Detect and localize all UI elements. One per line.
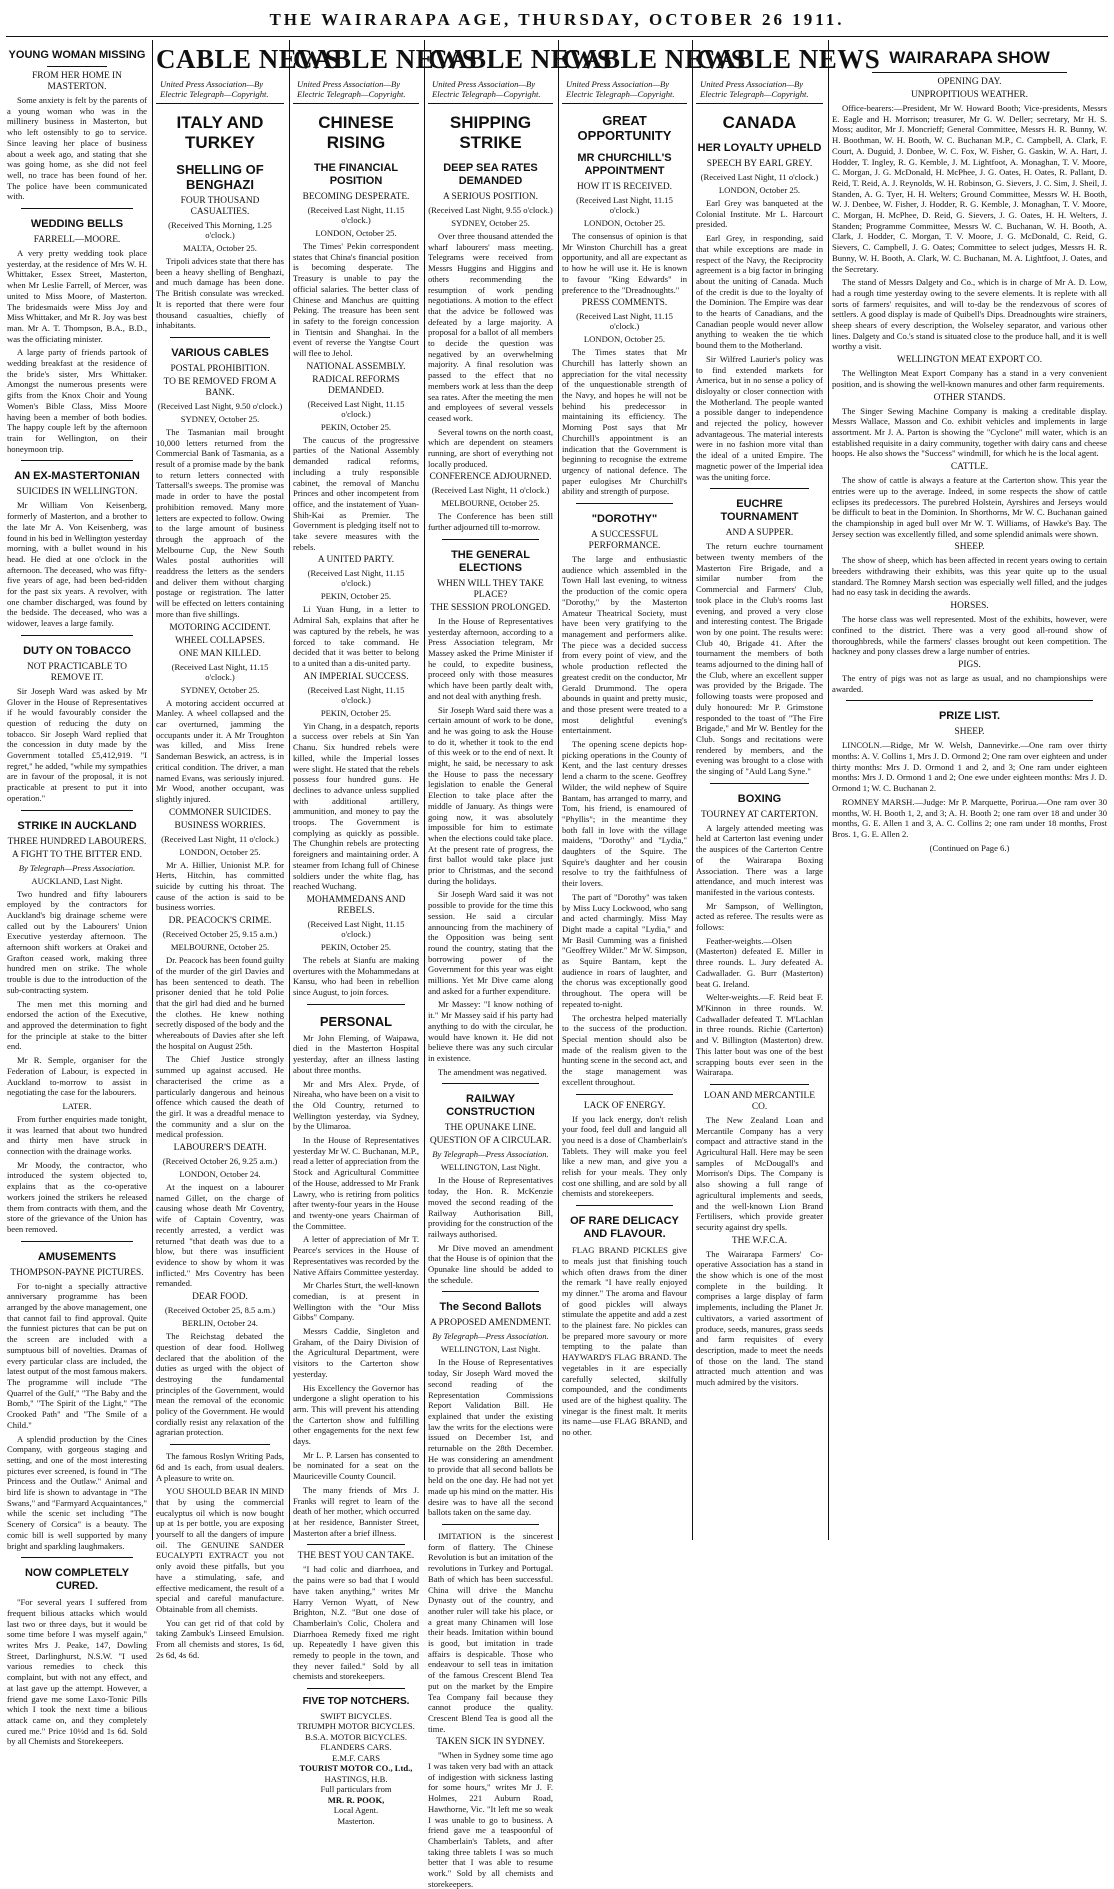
advertisement-paragraph: You can get rid of that cold by taking Zambuk's Linseed Emulsion. From all chemists and stores, 1s 6d, 2s 6d, 4s 6d. bbox=[156, 1617, 284, 1660]
received-time: (Received Last Night, 11.15 o'clock.) bbox=[307, 398, 405, 419]
headline-deep-sea-rates: DEEP SEA RATES DEMANDED bbox=[443, 162, 538, 187]
headline-boxing: BOXING bbox=[737, 792, 782, 805]
advertisement-line: E.M.F. CARS bbox=[331, 1752, 381, 1763]
subheading: LACK OF ENERGY. bbox=[583, 1100, 666, 1111]
dateline: WELLINGTON, Last Night. bbox=[440, 1162, 541, 1173]
subheading: UNPROPITIOUS WEATHER. bbox=[910, 90, 1029, 100]
article-paragraph: The Chief Justice strongly summed up against accused. He characterised the crime as a particularly dangerous and heinous offence which caused the death of the girl. It was a dreadful menace to the community and a slur on the medical profession. bbox=[156, 1054, 284, 1140]
divider bbox=[21, 810, 133, 811]
headline-now-completely-cured: NOW COMPLETELY CURED. bbox=[24, 1567, 130, 1593]
article-paragraph: Feather-weights.—Olsen (Masterton) defeated E. Miller in three rounds. L. Jury defeated A. Cadwallader. G. Burr (Masterton) beat G. Ireland. bbox=[696, 935, 823, 989]
advertisement-paragraph: "I had colic and diarrhoea, and the pains were so bad that I would have taken anything," writes Mr Harry Vernon Wyatt, of New Brighton, N.Z. "But one dose of Chamberlain's Colic, Cholera and Diarrhoea Remedy fixed me right up. Repeatedly I have given this remedy to people in the town, and they never failed." Sold by all chemists and storekeepers. bbox=[293, 1564, 419, 1682]
subheading: THE W.F.C.A. bbox=[731, 1235, 788, 1246]
dateline: LONDON, October 25. bbox=[179, 846, 261, 857]
subheading: PIGS. bbox=[958, 659, 981, 670]
continued-note: (Continued on Page 6.) bbox=[929, 842, 1010, 853]
article-paragraph: The Times states that Mr Churchill has latterly shown an appreciation for the vital necessity of the unquestionable strength of the Navy, and hopes he will not be behind his predecessor in maintaining its efficiency. The Morning Post says that Mr Churchill's appointment is an indication that the Government is beginning to recognise the extreme urgency of national defence. The paper eulogises Mr Churchill's ability and strength of purpose. bbox=[562, 347, 687, 497]
subheading: OPENING DAY. bbox=[937, 77, 1002, 87]
article-paragraph: Mr Moody, the contractor, who introduced the system objected to, explains that as the co-operative workers joined the strikers he released them from contracts with them, and the store of the grievance of the Union has been removed. bbox=[7, 1159, 147, 1234]
advertisement-line: Masterton. bbox=[337, 1815, 375, 1826]
subheading: COMMONER SUICIDES. bbox=[168, 807, 272, 818]
headline-shipping-strike: SHIPPING STRIKE bbox=[449, 113, 532, 152]
subheading: BECOMING DESPERATE. bbox=[302, 192, 410, 202]
article-paragraph: The New Zealand Loan and Mercantile Company has a very compact and attractive stand in the Agricultural Hall. Here may be seen samples of McDougall's and Morrison's Dips. The Company is also showing a full range of agricultural implements and seeds, and the well-known Lion Brand Fertilisers, which provide greater security against dry spells. bbox=[696, 1114, 823, 1232]
subheading: WELLINGTON MEAT EXPORT CO. bbox=[896, 355, 1043, 366]
article-paragraph: The large and enthusiastic audience which assembled in the Town Hall last evening, to witness the production of the comic opera "Dorothy," by the Masterton Amateur Theatrical Society, must have been very gratifying to the management and performers alike. The piece was a decided success from every point of view, and the whole production reflected the greatest credit on the conductor, Mr Gerald Drummond. The opera abounds in quaint and pretty music, and those present were treated to a most delightful evening's entertainment. bbox=[562, 554, 687, 736]
dateline: WELLINGTON, Last Night. bbox=[440, 1344, 541, 1355]
article-paragraph: Sir Joseph Ward said there was a certain amount of work to be done, and he was going to ask the House to do it, whether it took to the end of this week or to the end of next. It might, he said, be necessary to ask the House to pass the necessary legislation to enable the General Election to take place after the middle of January. As things were going now, it was absolutely impossible for him to estimate when the elections could take place. At the present rate of progress, the first ballot would take place just prior to Christmas, and the second during the holidays. bbox=[428, 704, 553, 886]
article-paragraph: The Reichstag debated the question of dear food. Hollweg declared that the abolition of the duties as urged with the object of destroying the fundamental principles of the Government, would mean the removal of the economic policy of the Government. He would cordially resist any relaxation of the agrarian protection. bbox=[156, 1331, 284, 1438]
masthead-title: THE WAIRARAPA AGE, THURSDAY, OCTOBER 26 1911. bbox=[269, 10, 845, 29]
received-time: (Received Last Night, 11 o'clock.) bbox=[161, 833, 279, 844]
cable-news-banner: CABLE NEWS bbox=[696, 44, 881, 74]
cable-credit: United Press Association—By Electric Telegraph—Copyright. bbox=[293, 77, 419, 104]
subheading: DEAR FOOD. bbox=[192, 1292, 248, 1303]
subheading: THE OPUNAKE LINE. bbox=[444, 1123, 537, 1134]
subheading: A UNITED PARTY. bbox=[317, 555, 395, 566]
advertisement-paragraph: "For several years I suffered from frequent bilious attacks which would last two or three days, but it would be some time before I was myself again," writes Mrs J. Peake, 147, Dowling Street, Darlinghurst, N.S.W. "I used various remedies to check this complaint, but with not any effect, and at last gave up the attempt. However, a friend gave me some Laxo-Tonic Pills which I took the next time a bilious attack came on, and they completely cured me." Price 10½d and 1s 6d. Sold by all Chemists and Storekeepers. bbox=[7, 1597, 147, 1747]
article-paragraph: Office-bearers:—President, Mr W. Howard Booth; Vice-presidents, Messrs E. Eagle and H. Morrison; treasurer, Mr G. W. Deller; secretary, Mr H. S. Moss; auditor, Mr J. Moncrieff; General Committee, Messrs H. R. Bunny, W. H. Boothman, W. H. Booth, W. C. Buchanan M.P., C. Campbell, A. Clark, F. Court, A. Duguid, J. Donbee, W. C. Fox, W. Fisher, G. Gaskin, W. A. Hart, J. Hodder, T. Ingley, R. G. Kemble, J. M. Lightfoot, A. Monaghan, T. V. Moore, C. Morgan, J. G. McDonald, H. McPhee, J. G. Oates, H. Oates, R. Pallant, D. Reid, T. Reid, A. J. Reynolds, W. H. Robinson, G. Sievers, J. C. Sim, J. Sheil, J. Standen, A. G. Tyer, H. H. Welters; Ground Committee, Messrs W. H. Booth, W. J. Denbee, W. Fisher, J. Hodder, R. G. Kemble, J. Monaghan, T. V. Moore, C. Morgan, H. McPhee, D. Reid, G. Sievers, J. G. Oates, H. H. Welters, J. Standen; Programme Committee, Messrs W. C. Buchanan, W. H. Booth, A. Clark, J. Hodder, C. Morgan, T. V. Moore, J. G. McDonald, C. Reid, G. Sievers, C. Campbell, J. G. Oates; Committee to select judges, Messrs H. R. Bunny, W. H. Booth, A. Clark, W. C. Buchanan, M. A. Lightfoot, J. Oates, and the Secretary. bbox=[832, 103, 1107, 274]
headline-rare-delicacy: OF RARE DELICACY AND FLAVOUR. bbox=[570, 1215, 679, 1241]
article-paragraph: The amendment was negatived. bbox=[438, 1066, 547, 1077]
advertisement-line: TOURIST MOTOR CO., Ltd., bbox=[299, 1763, 413, 1774]
advertisement-paragraph: FLAG BRAND PICKLES give to meals just that finishing touch which often draws from the diner the remark "I have really enjoyed my dinner." The aroma and flavour of good pickles will always stimulate the appetite and add a zest to the plainest fare. No pickles can be prepared more savoury or more tempting to the palate than HAYWARD'S FLAG BRAND. The vegetables in it are especially carefully selected, skilfully compounded, and the condiments used are of the highest quality. The vinegar is the finest malt. It merits its name—use FLAG BRAND, and no other. bbox=[562, 1245, 687, 1438]
wire-credit: By Telegraph—Press Association. bbox=[432, 1149, 549, 1160]
dateline: MALTA, October 25. bbox=[183, 243, 257, 253]
article-paragraph: Yin Chang, in a despatch, reports a success over rebels at Sin Yan Chanu. Six hundred rebels were killed, while the Imperial losses were slight. He stated that the rebels possess four hundred guns. He declines to advance unless supplied with additional artillery, ammunition, and money to pay the troops. The Government is complying as quickly as possible. The Chunghin rebels are protecting foreigners and maintaining order. A steamer from Ichang full of Chinese soldiers under the white flag, has reached Wuchang. bbox=[293, 720, 419, 892]
cable-credit: United Press Association—By Electric Telegraph—Copyright. bbox=[428, 77, 553, 104]
masthead bbox=[0, 0, 1114, 34]
article-paragraph: LINCOLN.—Ridge, Mr W. Welsh, Dannevirke.—One ram over thirty months: A. V. Collins 1, Mrs J. D. Ormond 2; One ram over eighteen and under thirty months: Mrs J. D. Ormond 1 and 2, and 3; One ram under eighteen months: Mrs J. D. Ormond 1 and 2; One ewe under eighteen months: Mrs J. D. Ormond 1; W. C. Buchanan 2. bbox=[832, 740, 1107, 794]
divider bbox=[21, 1241, 133, 1242]
dateline: SYDNEY, October 25. bbox=[451, 218, 530, 228]
article-paragraph: Mr R. Semple, organiser for the Federation of Labour, is expected in Auckland to-morrow to assist in negotiating the case for the labourers. bbox=[7, 1055, 147, 1098]
divider bbox=[442, 1291, 539, 1292]
headline-general-elections: THE GENERAL ELECTIONS bbox=[451, 548, 530, 574]
column-1 bbox=[4, 40, 150, 1747]
column-6 bbox=[692, 40, 881, 1540]
subheading: SUICIDES IN WELLINGTON. bbox=[16, 487, 138, 498]
subheading: BUSINESS WORRIES. bbox=[174, 820, 266, 831]
article-paragraph: The part of "Dorothy" was taken by Miss Lucy Lockwood, who sang and acted charmingly. Miss May Dight made a capital "Lydia," and Mr Basil Cumming was a finished "Geoffrey Wilder." Mr W. Simpson, as Squire Bantam, kept the audience in roars of laughter, and the chorus was exceptionally good throughout. The opera will be repeated to-night. bbox=[562, 891, 687, 1009]
dateline: AUCKLAND, Last Night. bbox=[31, 875, 123, 886]
received-time: (Received Last Night, 11.15 o'clock.) bbox=[576, 195, 673, 215]
received-time: (Received This Morning, 1.25 o'clock.) bbox=[168, 220, 272, 240]
dateline: LONDON, October 24. bbox=[179, 1169, 261, 1180]
cable-credit: United Press Association—By Electric Telegraph—Copyright. bbox=[562, 77, 687, 104]
dateline: LONDON, October 25. bbox=[718, 185, 801, 195]
cable-credit: United Press Association—By Electric Telegraph—Copyright. bbox=[156, 77, 284, 104]
subheading: HOW IT IS RECEIVED. bbox=[577, 182, 672, 192]
article-paragraph: The many friends of Mrs J. Franks will regret to learn of the death of her mother, which occurred at her residence, Bannister Street, Masterton after a brief illness. bbox=[293, 1484, 419, 1538]
advertisement-paragraph: IMITATION is the sincerest form of flattery. The Chinese Revolution is but an imitation of the revolutions in Turkey and Portugal. Bath of which has been successful. China will drive the Manchu Dynasty out of the country, and another ruler will take his place, or a great many Chinamen will lose their heads. Imitation within bound is good, but imitation in trade affairs is despicable. Those who endeavour to sell teas in imitation of the famous Crescent Blend Tea put on the market by the Empire Tea Company fail because they cannot produce the quality. Crescent Blend Tea is good all the time. bbox=[428, 1530, 553, 1734]
article-paragraph: Li Yuan Hung, in a letter to Admiral Sah, explains that after he was captured by the rebels, he was forced to take command. He decided that it was better to belong to a united than a dis-united party. bbox=[293, 604, 419, 668]
headline-amusements: AMUSEMENTS bbox=[37, 1250, 117, 1263]
subheading: PRESS COMMENTS. bbox=[581, 298, 668, 309]
article-paragraph: The orchestra helped materially to the success of the production. Special mention should also be made of the realism given to the hunting scene in the second act, and the stage management was excellent throughout. bbox=[562, 1012, 687, 1087]
advertisement-line: TRIUMPH MOTOR BICYCLES. bbox=[297, 1721, 415, 1732]
headline-loyalty-upheld: HER LOYALTY UPHELD bbox=[697, 142, 822, 154]
dateline: PEKIN, October 25. bbox=[320, 591, 392, 602]
headline-young-woman-missing: YOUNG WOMAN MISSING bbox=[8, 49, 146, 61]
divider bbox=[47, 66, 107, 67]
dateline: LATER. bbox=[62, 1100, 92, 1111]
received-time: (Received Last Night, 11 o'clock.) bbox=[700, 172, 819, 182]
headline-dorothy: "DOROTHY" bbox=[591, 513, 658, 526]
article-paragraph: The men met this morning and endorsed the action of the Executive, and approved the determination to fight for the principle at stake to the bitter end. bbox=[7, 998, 147, 1052]
article-paragraph: Earl Grey, in responding, said that while exceptions are made in respect of the Navy, the Reciprocity agreement is a big factor in bringing about the uniting of Canada. Much of the credit is due to the loyalty of the Dominion. The Empire was dear to the hearts of Canadians, and the Canadian people would never allow anything to weaken the tie which bound them to the Motherland. bbox=[696, 233, 823, 351]
received-time: (Received Last Night, 11.15 o'clock.) bbox=[576, 311, 673, 332]
article-paragraph: The rebels at Sianfu are making overtures with the Mohammedans at Kansu, who had been in rebellion since August, to join forces. bbox=[293, 954, 419, 998]
subheading: A SERIOUS POSITION. bbox=[442, 192, 539, 202]
dateline: LONDON, October 25. bbox=[583, 334, 666, 345]
headline-financial-position: THE FINANCIAL POSITION bbox=[313, 162, 399, 187]
subheading: WHEEL COLLAPSES. bbox=[175, 635, 265, 646]
article-paragraph: His Excellency the Governor has undergone a slight operation to his arm. This will prevent his attending the Carterton show and fulfilling other engagements for the next few days. bbox=[293, 1382, 419, 1447]
column-4 bbox=[424, 40, 613, 1889]
subheading: QUESTION OF A CIRCULAR. bbox=[429, 1136, 552, 1147]
dateline: LONDON, October 25. bbox=[583, 218, 666, 228]
divider bbox=[442, 539, 539, 540]
article-paragraph: Mr A. Hillier, Unionist M.P. for Herts, Hitchin, has committed suicide by cutting his throat. The cause of the action is said to be business worries. bbox=[156, 859, 284, 913]
headline-shelling-of-benghazi: SHELLING OF BENGHAZI bbox=[176, 162, 264, 192]
received-time: (Received Last Night, 11 o'clock.) bbox=[431, 485, 550, 496]
cable-news-banner: CABLE NEWS bbox=[293, 44, 478, 74]
received-time: (Received Last Night, 11.15 o'clock.) bbox=[307, 684, 405, 705]
article-paragraph: The opening scene depicts hop-picking operations in the County of Kent, and the last century dresses lend a charm to the scene. Geoffrey Wilder, the wild nephew of Squire Bantam, has arranged to marry, and Tom, his friend, is enamoured of "Phyllis"; in the meantime they both fall in love with the village maidens, "Dorothy" and "Lydia," daughters of the Squire. The Squire's daughter and her cousin resolve to try the faithfulness of their lovers. bbox=[562, 739, 687, 889]
received-time: (Received Last Night, 11.15 o'clock.) bbox=[307, 568, 405, 589]
subheading: THREE HUNDRED LABOURERS. bbox=[7, 836, 147, 847]
divider bbox=[307, 1544, 405, 1545]
article-paragraph: Messrs Caddie, Singleton and Graham, of the Dairy Division of the Agricultural Department, were visitors to the Carterton show yesterday. bbox=[293, 1326, 419, 1379]
divider bbox=[710, 1084, 809, 1085]
advertisement-line: B.S.A. MOTOR BICYCLES. bbox=[304, 1731, 408, 1742]
column-2 bbox=[152, 40, 341, 1660]
divider bbox=[846, 700, 1093, 701]
masthead-rule bbox=[6, 36, 1108, 37]
divider bbox=[442, 1524, 539, 1525]
advertisement-paragraph: The famous Roslyn Writing Pads, 6d and 1s each, from usual dealers. A pleasure to write on. bbox=[156, 1451, 284, 1483]
subheading: TO BE REMOVED FROM A BANK. bbox=[163, 376, 277, 398]
article-paragraph: Mr Sampson, of Wellington, acted as referee. The results were as follows: bbox=[696, 900, 823, 933]
divider bbox=[307, 1688, 405, 1689]
article-paragraph: Mr William Von Keisenberg, formerly of Masterton, and a brother to the late Mr A. Von Keisenberg, was found in his bed in Wellington yesterday morning, with a bullet wound in his head. He died at one o'clock in the afternoon. The deceased, who was fifty-five years of age, had been bed-ridden for the past six years. A revolver, with one chamber discharged, was found by the bedside. The deceased, who was a widower, leaves a large family. bbox=[7, 500, 147, 629]
article-paragraph: In the House of Representatives today, Sir Joseph Ward moved the second reading of the Representation Commissions Report Validation Bill. He explained that under the existing law the writs for the elections were issued on December 1st, and returnable on the 28th December. He was considering an amendment to provide that all second ballots be held on the one day. He had not yet made up his mind on the matter. His desire was to have all the second ballots taken on the same day. bbox=[428, 1357, 553, 1518]
subheading: A SUCCESSFUL PERFORMANCE. bbox=[588, 530, 661, 552]
article-paragraph: A letter of appreciation of Mr T. Pearce's services in the House of Representatives was recorded by the Native Affairs Committee yesterday. bbox=[293, 1234, 419, 1277]
divider bbox=[170, 1444, 270, 1445]
article-paragraph: Sir Wilfred Laurier's policy was to find extended markets for America, but in no sense a policy of disloyalty or closer connection with the Motherland. The people wanted a possible danger to independence and rejected the policy, however advantageous. The material interests were in no fashion more vital than the ideal of a united Empire. The magnetic power of the Imperial idea was the uniting force. bbox=[696, 353, 823, 482]
subheading: MOHAMMEDANS AND REBELS. bbox=[306, 894, 406, 916]
article-paragraph: ROMNEY MARSH.—Judge: Mr P. Marquette, Porirua.—One ram over 30 months, W. H. Booth 1, 2, and 3; A. H. Booth 2; one ram over 18 and under 30 months, G. E. Allen 1 and 3, A. C. Collins 2; one ram under 18 months, Frost Bros. 1, G. E. Allen 2. bbox=[832, 796, 1107, 839]
dateline: SYDNEY, October 25. bbox=[180, 684, 260, 695]
headline-various-cables: VARIOUS CABLES bbox=[171, 346, 269, 359]
received-time: (Received October 26, 9.25 a.m.) bbox=[162, 1156, 278, 1167]
cable-credit: United Press Association—By Electric Telegraph—Copyright. bbox=[696, 77, 823, 104]
subheading: A FIGHT TO THE BITTER END. bbox=[11, 849, 143, 860]
column-3 bbox=[289, 40, 478, 1826]
subheading: TAKEN SICK IN SYDNEY. bbox=[436, 1737, 545, 1748]
article-paragraph: Mr Dive moved an amendment that the House is of opinion that the Opunake line should be added to the schedule. bbox=[428, 1242, 553, 1285]
advertisement-paragraph: If you lack energy, don't relish your food, feel dull and languid all you need is a dose of Chamberlain's Tablets. They will make you feel like a new man, and give you a relish for your meals. They only cost one shilling, and are sold by all chemists and storekeepers. bbox=[562, 1113, 687, 1199]
article-paragraph: At the inquest on a labourer named Gillet, on the charge of causing whose death Mr Coventry, wife of Captain Coventry, was recently arrested, a verdict was returned "that death was due to a blow, but there was insufficient evidence to show by whom it was inflicted." Mrs Coventry has been remanded. bbox=[156, 1182, 284, 1289]
article-paragraph: In the House of Representatives yesterday afternoon, according to a Press Association telegram, Mr Massey asked the Prime Minister if he could, to expedite business, proceed only with those measures which have been partly dealt with, and not deal with anything fresh. bbox=[428, 615, 553, 701]
subheading: AND A SUPPER. bbox=[725, 528, 794, 539]
subheading: WHEN WILL THEY TAKE PLACE? bbox=[437, 578, 544, 600]
article-paragraph: Sir Joseph Ward said it was not possible to provide for the time this session. He said a circular announcing from the machinery of the Opposition was being sent round the country, stating that the borrowing power of the Government for this year was eight millions. Yet Mr Dive came along and asked for a further expenditure. bbox=[428, 889, 553, 996]
subheading: HORSES. bbox=[950, 601, 989, 612]
subheading: THE SESSION PROLONGED. bbox=[430, 602, 551, 613]
advertisement-paragraph: "When in Sydney some time ago I was taken very bad with an attack of indigestion with sickness lasting for some hours," writes Mr J. F. Holmes, 221 Auburn Road, Hawthorne, Vic. "It left me so weak I was unable to go to business. A friend gave me a teaspoonful of Chamberlain's Tablets, and after taking three tablets I was so much better that I was able to resume work." Sold by all chemists and storekeepers. bbox=[428, 1750, 553, 1889]
article-paragraph: The Wellington Meat Export Company has a stand in a very convenient position, and is showing the well-known manures and other farm requirements. bbox=[832, 368, 1107, 389]
headline-second-ballots: The Second Ballots bbox=[439, 1301, 542, 1314]
article-paragraph: The Singer Sewing Machine Company is making a creditable display. Messrs Wallace, Masson and Co. exhibit vehicles and implements in large assortment. Mr J. A. Parton is showing the "Cyclone" mill water, which is an established requisite in a dairy community, together with dairy cans and cheese hoops. He also shows the "Success" windmill, for which he is the local agent. bbox=[832, 405, 1107, 459]
divider bbox=[710, 783, 809, 784]
subheading: RADICAL REFORMS DEMANDED. bbox=[312, 374, 400, 396]
dateline: PEKIN, October 25. bbox=[320, 707, 392, 718]
wire-credit: By Telegraph—Press Association. bbox=[18, 862, 136, 873]
headline-railway-construction: RAILWAY CONSTRUCTION bbox=[446, 1093, 535, 1119]
article-paragraph: The Times' Pekin correspondent states that China's financial position is becoming desperate. The Treasury is unable to pay the official salaries. The better class of Chinese and Manchus are quitting Peking. The treasure has been sent in safety to the foreign concession in Tientsin and Shanghai. In the event of reverse the Yangtse Court will flee to Jehol. bbox=[293, 241, 419, 359]
article-paragraph: Mr Charles Sturt, the well-known comedian, is at present in Wellington with the "Our Miss Gibbs" Company. bbox=[293, 1280, 419, 1323]
divider bbox=[307, 1004, 405, 1005]
article-paragraph: The Wairarapa Farmers' Co-operative Association has a stand in the show which is one of the most complete in the building. It comprises a large display of farm implements, including the Planet Jr. cultivators, a varied assortment of produce, seeds, manures, grass seeds and farm requisites of every description, made to meet the needs of those on the land. The stand attracted much attention and was much admired by the visitors. bbox=[696, 1248, 823, 1388]
dateline: PEKIN, October 25. bbox=[320, 941, 392, 952]
headline-personal: PERSONAL bbox=[319, 1013, 393, 1029]
article-paragraph: The Conference has been still further adjourned till to-morrow. bbox=[428, 511, 553, 533]
article-paragraph: Some anxiety is felt by the parents of a young woman who was in the millinery business in Masterton, but who left ostensibly to go to service. Since leaving her place of business about a week ago, and stating that she was going home, as she did not feel well, no trace has been found of her. The police have been communicated with. bbox=[7, 95, 147, 202]
dateline: PEKIN, October 25. bbox=[320, 421, 392, 432]
advertisement-heading: FIVE TOP NOTCHERS. bbox=[302, 1696, 410, 1708]
subheading: FARRELL—MOORE. bbox=[33, 235, 121, 246]
dateline: BERLIN, October 24. bbox=[182, 1318, 258, 1329]
article-paragraph: Mr John Fleming, of Waipawa, died in the Masterton Hospital yesterday, after an illness lasting about three months. bbox=[293, 1032, 419, 1075]
received-time: (Received Last Night, 11.15 o'clock.) bbox=[307, 918, 405, 939]
column-5 bbox=[558, 40, 747, 1540]
headline-churchill-appointment: MR CHURCHILL'S APPOINTMENT bbox=[577, 152, 672, 177]
divider bbox=[170, 337, 270, 338]
article-paragraph: The show of cattle is always a feature at the Carterton show. This year the entries were up to the average. Indeed, in some respects the show of cattle eclipses its predecessors. The purebred Holstein, Ayrshires and Jerseys would be difficult to beat in the Dominion. In Shorthorns, Mr W. C. Buchanan gained the championship in aged bull over Mr W. T. Williams, of Hawke's Bay. The Jersey section was excellently filled, and some splendid animals were shown. bbox=[832, 475, 1107, 539]
subheading: THOMPSON-PAYNE PICTURES. bbox=[10, 1267, 144, 1278]
subheading: NOT PRACTICABLE TO REMOVE IT. bbox=[26, 661, 127, 683]
article-paragraph: A very pretty wedding took place yesterday, at the residence of Mrs W. H. Whittaker, Essex Street, Masterton, when Mr Leslie Farrell, of Mercer, was united to Miss Moore, of Masterton. The bridesmaids were Miss Joy and Miss Whittaker, and Mr R. Joy was best man. Mr A. T. Thompson, B.A., B.D., was the officiating minister. bbox=[7, 248, 147, 344]
subheading: MOTORING ACCIDENT. bbox=[169, 622, 271, 633]
subheading: CONFERENCE ADJOURNED. bbox=[429, 472, 552, 483]
article-paragraph: From further enquiries made tonight, it was learned that about two hundred and thirty men have struck in connection with the drainage works. bbox=[7, 1113, 147, 1157]
article-paragraph: The stand of Messrs Dalgety and Co., which is in charge of Mr A. D. Low, had a rough time yesterday owing to the severe elements. It is replete with all sorts of farmers' requisites, and will to-day be the rendezvous of scores of settlers. A good display is made of Quibell's Dips. Dreadnoughts wire strainers, sheep shears of every description, the Wolseley separator, and various other lines. Dalgety and Co.'s stand is situated close to the produce hall, and it is well worthy a visit. bbox=[832, 277, 1107, 352]
advertisement-line: SWIFT BICYCLES. bbox=[320, 1710, 392, 1721]
article-paragraph: The caucus of the progressive parties of the National Assembly demanded radical reforms, including a truly responsible cabinet, the removal of Manchu Princes and other incompetent from office, and the instatement of Yuan-Shih-Kai as Premier. The Government is pledging itself not to take severe measures with the rebels. bbox=[293, 434, 419, 552]
divider bbox=[21, 635, 133, 636]
advertisement-line: Full particulars from bbox=[320, 1784, 392, 1795]
article-paragraph: The consensus of opinion is that Mr Winston Churchill has a great opportunity, and all are expectant as to how he will use it. He is known to favour "King Edwards" in preference to the "Dreadnoughts." bbox=[562, 231, 687, 295]
subheading: FROM HER HOME IN MASTERTON. bbox=[32, 71, 122, 92]
subheading: ONE MAN KILLED. bbox=[178, 648, 262, 659]
article-paragraph: In the House of Representatives today, the Hon. R. McKenzie moved the second reading of the Railway Authorisation Bill, providing for the construction of the railways authorised. bbox=[428, 1175, 553, 1239]
divider bbox=[576, 503, 673, 504]
article-paragraph: The return euchre tournament between twenty members of the Masterton Fire Brigade, and a similar number from the Commercial and Farmers' Club, took place in the Club's rooms last evening, and proved a very close and interesting contest. The Brigade won by one point. The results were: Club 40, Brigade 41. After the tournament the members of both teams adjourned to the dining hall of the Club, where an excellent supper was provided by the Brigade. The following toasts were proposed and duly honoured: Mr P. Grimstone responded to the toast of "The Fire Brigade," and Mr W. Bentley for the Club. Songs and recitations were rendered by members, and the evening was brought to a close with the singing of "Auld Lang Syne." bbox=[696, 541, 823, 777]
advertisement-line: FLANDERS CARS. bbox=[320, 1742, 392, 1753]
cable-news-banner: CABLE NEWS bbox=[156, 44, 341, 74]
headline-wairarapa-show: WAIRARAPA SHOW bbox=[889, 48, 1050, 67]
advertisement-paragraph: YOU SHOULD BEAR IN MIND that by using the commercial eucalyptus oil which is now bought up at 1s per bottle, you are exposing yourself to all the dangers of impure oil. The GENUINE SANDER EUCALYPTI EXTRACT you not only avoid these pitfalls, but you have a stimulating, safe, and effective medicament, the result of a special and careful manufacture. Obtainable from all chemists. bbox=[156, 1486, 284, 1614]
headline-great-opportunity: GREAT OPPORTUNITY bbox=[577, 113, 672, 143]
divider bbox=[576, 1205, 673, 1206]
subheading: SHEEP. bbox=[954, 727, 985, 738]
article-paragraph: A motoring accident occurred at Manley. A wheel collapsed and the car overturned, jamming the occupants under it. A Mr Troughton was killed, and Miss Irene Sandeman Beswick, an actress, is in critical condition. The driver, a man named Evans, was seriously injured. Mr Wood, another occupant, was slightly injured. bbox=[156, 697, 284, 804]
article-paragraph: Dr. Peacock has been found guilty of the murder of the girl Davies and has been sentenced to death. The prisoner denied that he told Polie that the girl had died and he burned the clothes. He knew nothing secretly disposed of the body and the whereabouts of Davies after she left the hospital on August 25th. bbox=[156, 955, 284, 1051]
article-paragraph: A splendid production by the Cines Company, with gorgeous staging and setting, and one of the most interesting pictures ever screened, is found in "The Princess and the Outlaw." Animal and bird life is shown to advantage in "The Swans," and "Farmyard Acquaintances," while the scenic set including "The Scenery of Corsica" is a beauty. The comic bill is well supported by many bright and sparkling laughmakers. bbox=[7, 1433, 147, 1551]
subheading: LABOURER'S DEATH. bbox=[173, 1143, 267, 1154]
article-paragraph: Mr L. P. Larsen has consented to be nominated for a seat on the Mauriceville County Council. bbox=[293, 1449, 419, 1482]
subheading: THE BEST YOU CAN TAKE. bbox=[297, 1551, 415, 1562]
article-paragraph: Over three thousand attended the wharf labourers' mass meeting. Telegrams were received from Messrs Huggins and Higgins and others recommending the resumption of work pending negotiations. A motion to the effect that the advice be followed was defeated by a large majority. A proposal for a ballot of all members to decide the question was negatived by an overwhelming majority. A final resolution was passed to the effect that no members work at less than the deep sea rates. After the meeting the men and employees of several vessels ceased work. bbox=[428, 231, 553, 423]
subheading: TOURNEY AT CARTERTON. bbox=[700, 809, 819, 820]
divider bbox=[442, 1083, 539, 1084]
article-paragraph: Tripoli advices state that there has been a heavy shelling of Benghazi, and much damage has been done. The British consulate was wrecked. It is reported that there were four thousand casualties, chiefly of inhabitants. bbox=[156, 256, 284, 331]
article-paragraph: The entry of pigs was not as large as usual, and no championships were awarded. bbox=[832, 672, 1107, 694]
cable-news-banner: CABLE NEWS bbox=[562, 44, 747, 74]
headline-italy-and-turkey: ITALY AND TURKEY bbox=[176, 113, 264, 152]
subheading: CATTLE. bbox=[950, 462, 989, 473]
dateline: LONDON, October 25. bbox=[315, 228, 397, 238]
headline-wedding-bells: WEDDING BELLS bbox=[30, 218, 124, 231]
subheading: OTHER STANDS. bbox=[933, 392, 1006, 403]
received-time: (Received October 25, 8.5 a.m.) bbox=[164, 1305, 276, 1316]
subheading: SHEEP. bbox=[954, 542, 985, 553]
headline-euchre-tournament: EUCHRE TOURNAMENT bbox=[720, 498, 799, 524]
dateline: SYDNEY, October 25. bbox=[180, 413, 260, 424]
subheading: NATIONAL ASSEMBLY. bbox=[306, 361, 406, 372]
article-paragraph: A largely attended meeting was held at Carterton last evening under the auspices of the Carterton Centre of the Wairarapa Boxing Association. There was a large attendance, and much interest was manifested in the various contests. bbox=[696, 822, 823, 897]
article-paragraph: A large party of friends partook of wedding breakfast at the residence of the bride's sister, Mrs Whittaker. Amongst the numerous presents were gifts from the Knox Choir and Young Women's Bible Class, Miss Moore having been a member of both bodies. The happy couple left by the afternoon train for Wellington, on their honeymoon trip. bbox=[7, 347, 147, 454]
subheading: LOAN AND MERCANTILE CO. bbox=[704, 1090, 815, 1112]
article-paragraph: Sir Joseph Ward was asked by Mr Glover in the House of Representatives if he would favourably consider the question of reducing the duty on tobacco. Sir Joseph Ward replied that the concession in duty made by the Government totalled £5,412,919. "I regret," he added, "while my sympathies are in favour of the proposal, it is not practicable at present to put it into operation." bbox=[7, 685, 147, 803]
article-paragraph: The Tasmanian mail brought 10,000 letters returned from the Commercial Bank of Tasmania, as a result of a promise made by the bank to return letters connected with Tattersall's sweeps. The promise was made in order to have the postal prohibition removed. Many more letters are expected to follow. Owing to the large amount of business through the approach of the Melbourne Cup, the New South Wales postal authorities will readdress the letters as the senders and deliver them without charging postage or registration. The latter will be effected on letters containing more than five shillings. bbox=[156, 426, 284, 619]
divider bbox=[21, 208, 133, 209]
subheading: POSTAL PROHIBITION. bbox=[170, 363, 270, 374]
received-time: (Received Last Night, 9.55 o'clock.) bbox=[428, 205, 553, 215]
headline-strike-in-auckland: STRIKE IN AUCKLAND bbox=[17, 819, 137, 832]
headline-duty-on-tobacco: DUTY ON TOBACCO bbox=[23, 644, 131, 657]
advertisement-line: HASTINGS, H.B. bbox=[324, 1773, 388, 1784]
subheading: FOUR THOUSAND CASUALTIES. bbox=[180, 196, 260, 217]
divider bbox=[21, 1557, 133, 1558]
received-time: (Received October 25, 9.15 a.m.) bbox=[162, 929, 278, 940]
headline-prize-list: PRIZE LIST. bbox=[938, 710, 1001, 723]
received-time: (Received Last Night, 11.15 o'clock.) bbox=[307, 205, 405, 225]
article-paragraph: The show of sheep, which has been affected in recent years owing to certain breeders withdrawing their exhibits, was this year quite up to the usual standard. The Romney Marsh section was especially well filled, and the judges had no easy task in deciding the awards. bbox=[832, 555, 1107, 598]
column-7 bbox=[828, 40, 1110, 1540]
article-paragraph: Mr Massey: "I know nothing of it." Mr Massey said if his party had anything to do with the circular, he would have known it. He did not believe there was any such circular in existence. bbox=[428, 999, 553, 1063]
article-paragraph: Welter-weights.—F. Reid beat F. M'Kinnon in three rounds. W. Cadwallader defeated T. M'Lachlan in three rounds. Richie (Carterton) and V. Billington (Masterton) drew. This latter bout was one of the best scrapping bouts ever seen in the Wairarapa. bbox=[696, 992, 823, 1078]
subheading: DR. PEACOCK'S CRIME. bbox=[168, 916, 272, 927]
article-paragraph: Two hundred and fifty labourers employed by the contractors for Auckland's big drainage scheme were called out by the Labourers' Union Executive yesterday afternoon. The afternoon shift workers at Orakei and Grafton ceased work, making three hundred men on strike. The whole trouble is due to the introduction of the sub-contracting system. bbox=[7, 888, 147, 995]
headline-ex-mastertonian: AN EX-MASTERTONIAN bbox=[14, 470, 140, 483]
subheading: AN IMPERIAL SUCCESS. bbox=[303, 671, 409, 682]
divider bbox=[576, 1094, 673, 1095]
article-paragraph: The horse class was well represented. Most of the exhibits, however, were confined to the district. There was a very good all-round show of thoroughbreds, while the farmers' classes brought out keen competition. The hackney and pony classes drew a large number of entries. bbox=[832, 614, 1107, 657]
headline-chinese-rising: CHINESE RISING bbox=[318, 113, 394, 152]
advertisement-line: Local Agent. bbox=[333, 1805, 379, 1816]
article-paragraph: Several towns on the north coast, which are dependent on steamers running, are short of everything not locally produced. bbox=[428, 426, 553, 469]
subheading: A PROPOSED AMENDMENT. bbox=[430, 1318, 551, 1329]
article-paragraph: Mr and Mrs Alex. Pryde, of Nireaha, who have been on a visit to the Old Country, returned to Wellington yesterday, via Sydney, by the Ulimaroa. bbox=[293, 1078, 419, 1132]
advertisement-line: MR. R. POOK, bbox=[327, 1794, 385, 1805]
received-time: (Received Last Night, 9.50 o'clock.) bbox=[157, 400, 283, 411]
dateline: MELBOURNE, October 25. bbox=[170, 942, 270, 953]
wire-credit: By Telegraph—Press Association. bbox=[432, 1331, 549, 1342]
divider bbox=[21, 460, 133, 461]
article-paragraph: For to-night a specially attractive anniversary programme has been arranged by the above management, one that cannot fail to find approval. Quite the funniest pictures that can be put on the screen are included with a sumptuous bill of novelties. Dramas of every particular class are included, the latest output of the most famous makers. The programme will include "The Quarrel of the Gulf," "The Baby and the Bomb," "The Spirit of the Light," "The Crooked Path" and "The Smile of a Child." bbox=[7, 1280, 147, 1430]
divider bbox=[872, 72, 1067, 73]
divider bbox=[710, 488, 809, 489]
article-paragraph: Earl Grey was banqueted at the Colonial Institute. Mr L. Harcourt presided. bbox=[696, 198, 823, 230]
subheading: SPEECH BY EARL GREY. bbox=[706, 159, 813, 169]
dateline: MELBOURNE, October 25. bbox=[441, 498, 540, 509]
received-time: (Received Last Night, 11.15 o'clock.) bbox=[171, 661, 269, 682]
cable-news-banner: CABLE NEWS bbox=[428, 44, 613, 74]
headline-canada: CANADA bbox=[722, 113, 797, 132]
article-paragraph: In the House of Representatives yesterday Mr W. C. Buchanan, M.P., read a letter of appreciation from the Stock and Agricultural Committee of the House, addressed to Mr Frank Lawry, who is retiring from politics after twenty-four years in the House and twenty-one years Chairman of the Committee. bbox=[293, 1135, 419, 1231]
